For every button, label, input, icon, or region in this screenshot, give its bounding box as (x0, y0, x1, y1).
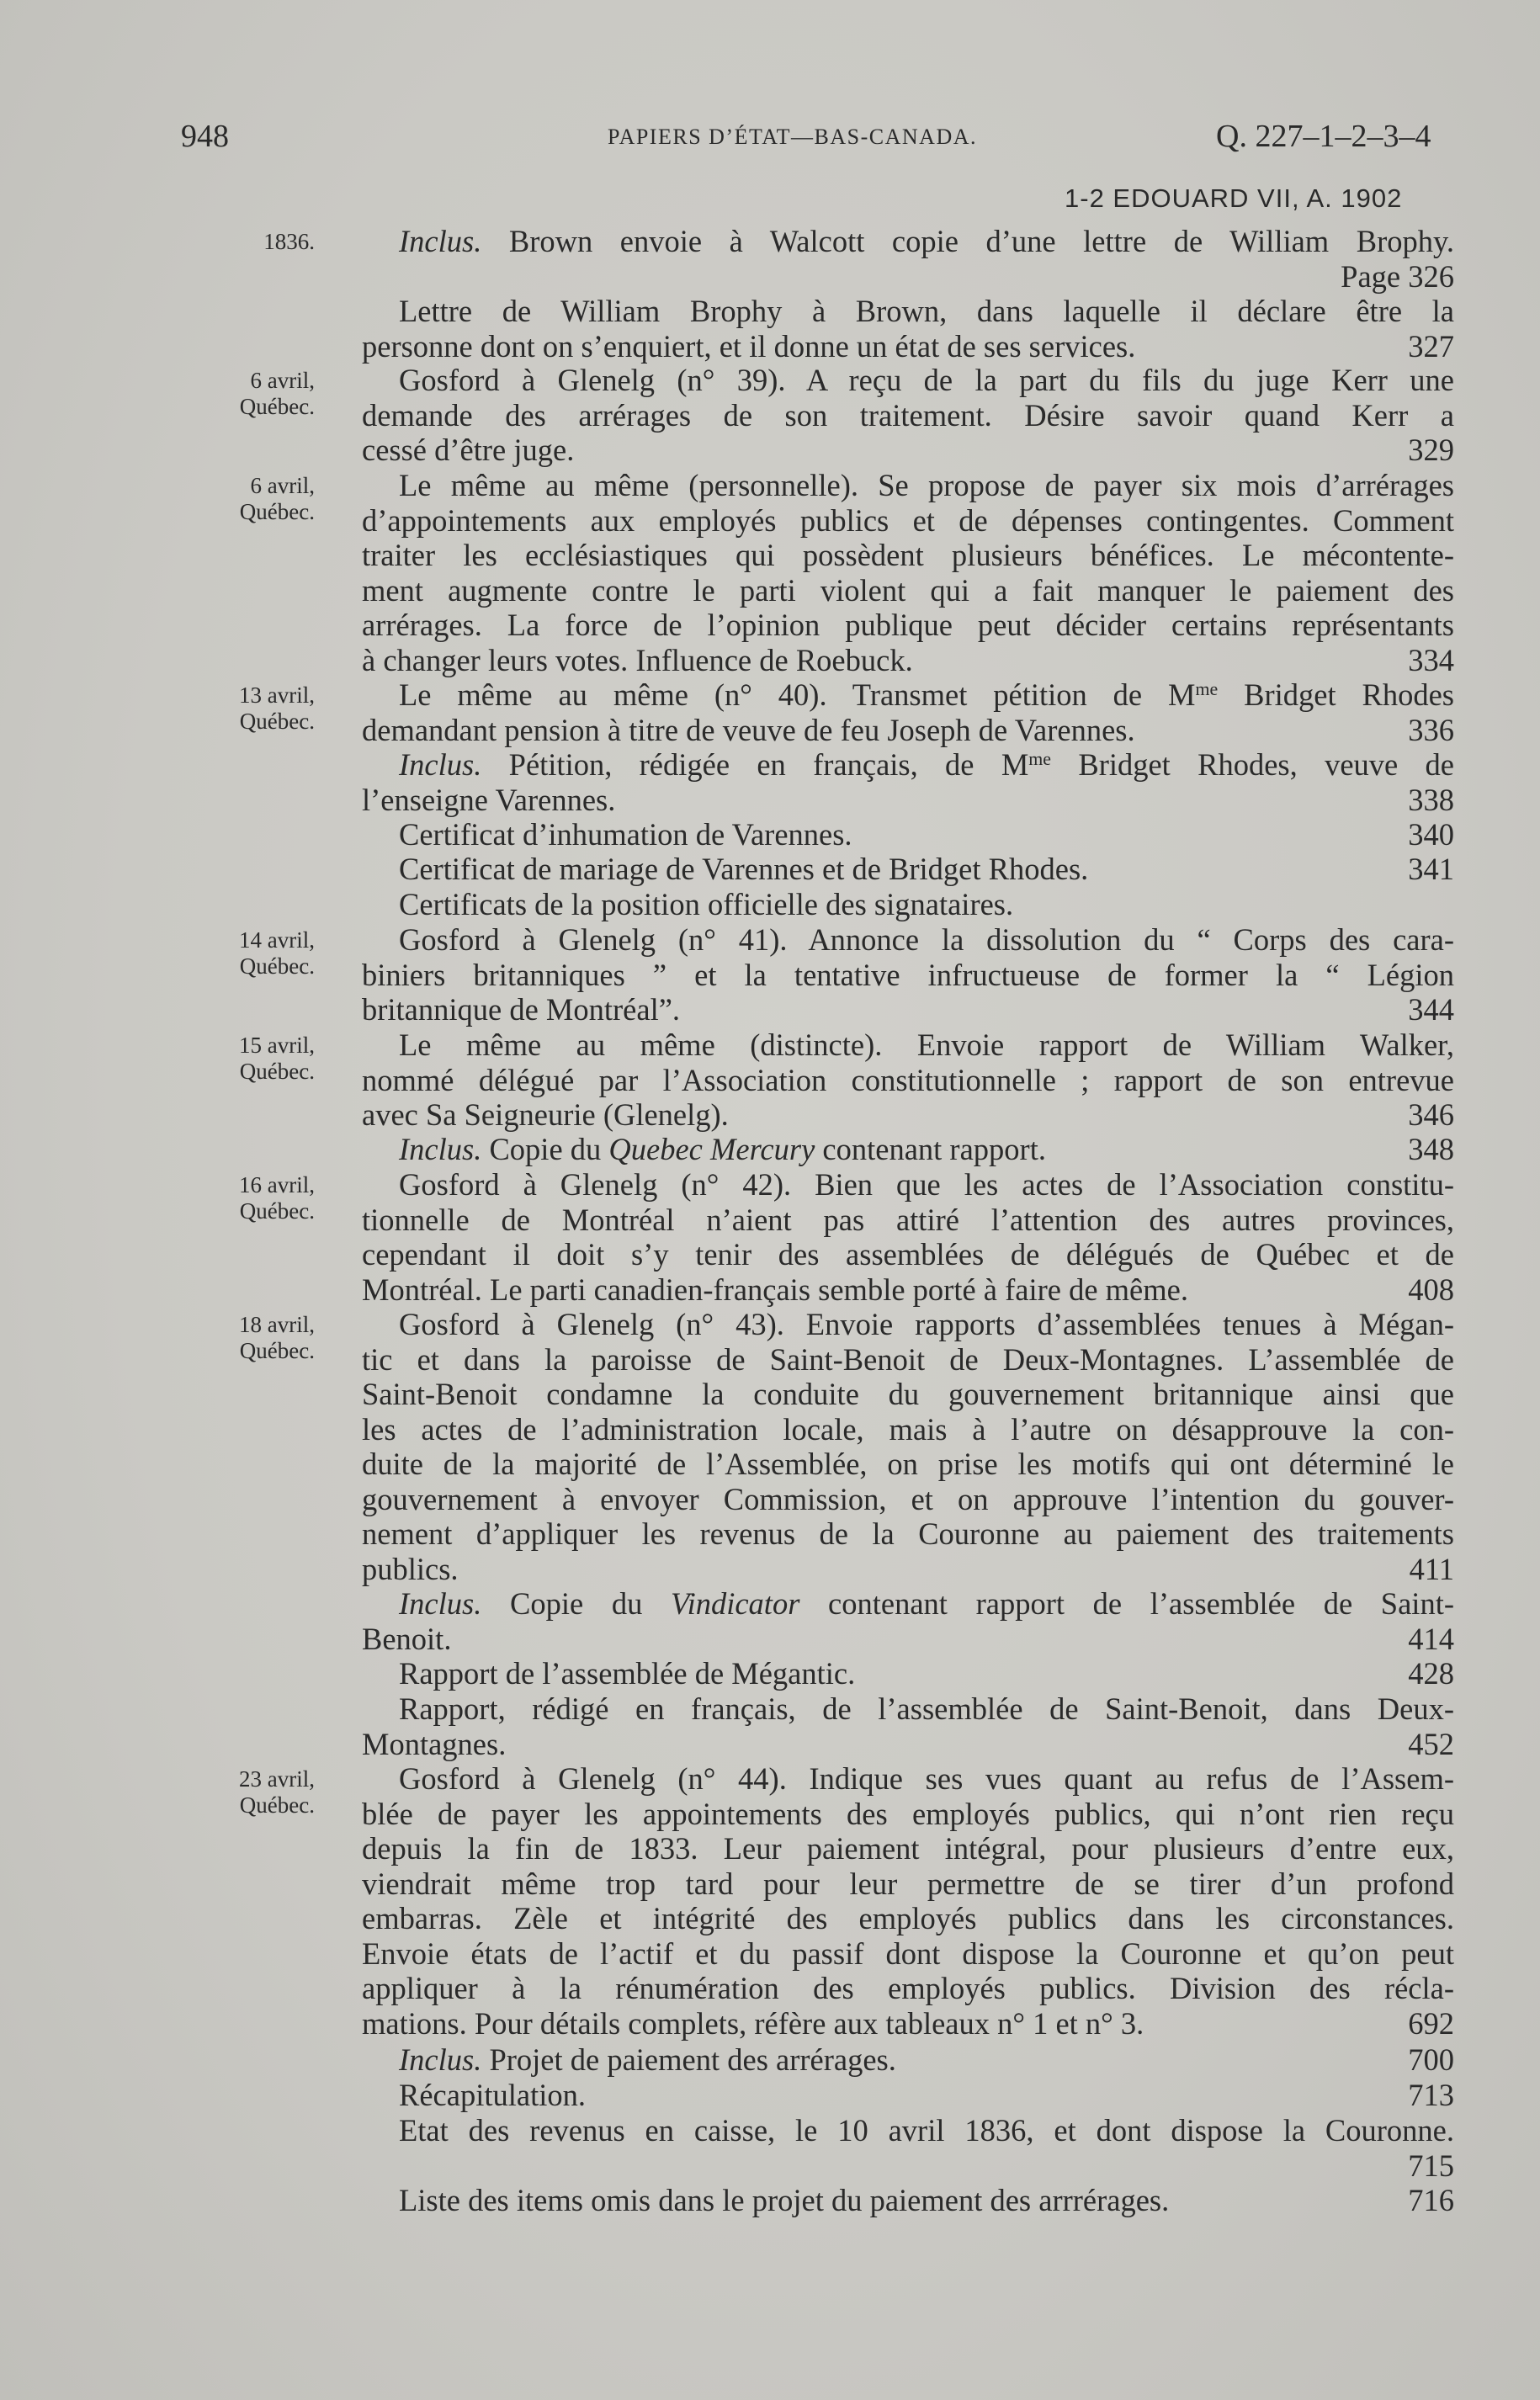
page-reference: 408 (1408, 1272, 1454, 1307)
entry-line: Certificats de la position officielle des signataires. (399, 887, 1014, 921)
entry-line: Saint-Benoit condamne la conduite du gouvernement britannique ainsi que (362, 1377, 1454, 1411)
page-reference: 428 (1408, 1656, 1454, 1691)
entry-line: embarras. Zèle et intégrité des employés publics dans les circonstances. (362, 1901, 1454, 1935)
page-reference: 692 (1408, 2005, 1454, 2041)
entry-line: Envoie états de l’actif et du passif dont dispose la Couronne et qu’on peut (362, 1935, 1454, 1971)
page-reference: 452 (1408, 1726, 1454, 1761)
entry-line: tionnelle de Montréal n’aient pas attiré l’attention des autres provinces, (362, 1202, 1454, 1237)
page-reference: 334 (1408, 642, 1454, 677)
entry-line: Inclus. Copie du Vindicator contenant rapport de l’assemblée de Saint- (399, 1586, 1454, 1621)
entry-line: Etat des revenus en caisse, le 10 avril 1836, et dont dispose la Couronne. (399, 2113, 1454, 2148)
entry-line: Certificat de mariage de Varennes et de Bridget Rhodes. 341 (399, 852, 1454, 886)
entry-line (362, 329, 1454, 364)
entry-line: biniers britanniques ” et la tentative infructueuse de former la “ Légion (362, 957, 1454, 992)
session-label: 1-2 EDOUARD VII, A. 1902 (1065, 183, 1403, 213)
page-reference: Page 326 (1341, 258, 1454, 294)
entry-line: Montagnes. 452 (362, 1726, 1454, 1761)
entry-date: 14 avril, Québec. (239, 927, 315, 979)
entry-line: Gosford à Glenelg (n° 44). Indique ses vues quant au refus de l’Assem- (399, 1761, 1454, 1796)
entry-line: publics. 411 (362, 1551, 1454, 1586)
entry-line: traiter les ecclésiastiques qui possèdent plusieurs bénéfices. Le mécontente- (362, 538, 1454, 572)
entry-date: 6 avril, Québec. (239, 368, 315, 419)
page-reference: 716 (1408, 2183, 1454, 2217)
page-reference: 700 (1408, 2042, 1454, 2077)
entry-line: demande des arrérages de son traitement. Désire savoir quand Kerr a (362, 397, 1454, 433)
page-reference: 327 (1408, 328, 1454, 364)
entry-line: nommé délégué par l’Association constitutionnelle ; rapport de son entrevue (362, 1062, 1454, 1097)
entry-line (362, 2148, 1454, 2184)
entry-line: d’appointements aux employés publics et de dépenses contingentes. Comment (362, 502, 1454, 538)
entry-line: Lettre de William Brophy à Brown, dans laquelle il déclare être la (399, 294, 1454, 328)
entry-line: l’enseigne Varennes. 338 (362, 782, 1454, 817)
entry-line: Inclus. Copie du Quebec Mercury contenant rapport. 348 (399, 1132, 1454, 1166)
page-reference: 336 (1408, 712, 1454, 747)
entry-line: Le même au même (personnelle). Se propose de payer six mois d’arrérages (399, 468, 1454, 502)
entry-line: cependant il doit s’y tenir des assemblées de délégués de Québec et de (362, 1237, 1454, 1272)
page-reference: 411 (1409, 1551, 1454, 1586)
year-label: 1836. (263, 229, 315, 254)
entry-line: Rapport de l’assemblée de Mégantic. 428 (399, 1656, 1454, 1691)
entry-line: blée de payer les appointements des employés publics, qui n’ont rien reçu (362, 1796, 1454, 1831)
entry-line: nement d’appliquer les revenus de la Couronne au paiement des traitements (362, 1516, 1454, 1551)
archive-reference: Q. 227–1–2–3–4 (1216, 119, 1431, 154)
entry-line: à changer leurs votes. Influence de Roebuck. 334 (362, 642, 1454, 677)
page-reference: 329 (1408, 433, 1454, 467)
entry-line: Certificat d’inhumation de Varennes. 340 (399, 817, 1454, 852)
entry-line: Inclus. Pétition, rédigée en français, de $M^{me}$ Bridget Rhodes, veuve de (399, 747, 1454, 782)
page-reference: 341 (1408, 852, 1454, 886)
page-reference: 715 (1408, 2148, 1454, 2183)
page-reference: 338 (1408, 782, 1454, 817)
entry-line: arrérages. La force de l’opinion publique peut décider certains représentants (362, 608, 1454, 642)
entry-date: 23 avril, Québec. (239, 1766, 315, 1818)
entry-line: Benoit. 414 (362, 1621, 1454, 1656)
page-reference: 713 (1408, 2078, 1454, 2112)
entry-line: Le même au même (n° 40). Transmet pétition de $M^{me}$ Bridget Rhodes (399, 677, 1455, 712)
entry-line: Gosford à Glenelg (n° 42). Bien que les actes de l’Association constitu- (399, 1167, 1454, 1202)
entry-line: depuis la fin de 1833. Leur paiement intégral, pour plusieurs d’entre eux, (362, 1831, 1454, 1866)
entry-line: Rapport, rédigé en français, de l’assemblée de Saint-Benoit, dans Deux- (399, 1691, 1454, 1726)
entry-line: tic et dans la paroisse de Saint-Benoit de Deux-Montagnes. L’assemblée de (362, 1341, 1454, 1377)
entry-line: viendrait même trop tard pour leur permettre de se tirer d’un profond (362, 1866, 1454, 1901)
entry-line: Inclus. Projet de paiement des arrérages. 700 (399, 2042, 1454, 2077)
entry-line: gouvernement à envoyer Commission, et on approuve l’intention du gouver- (362, 1481, 1454, 1516)
entry-line: avec Sa Seigneurie (Glenelg). 346 (362, 1097, 1454, 1132)
page-number: 948 (181, 119, 229, 154)
page-reference: 414 (1408, 1621, 1454, 1656)
inclus-label: Inclus. (399, 224, 482, 258)
entry-line: britannique de Montréal”. 344 (362, 992, 1454, 1027)
entry-line: appliquer à la rénumération des employés publics. Division des récla- (362, 1971, 1454, 2005)
entry-line: Montréal. Le parti canadien-français semble porté à faire de même. 408 (362, 1272, 1454, 1307)
page-reference: 348 (1408, 1132, 1454, 1166)
entry-line: Gosford à Glenelg (n° 39). A reçu de la part du fils du juge Kerr une (399, 363, 1454, 397)
entry-line: Gosford à Glenelg (n° 41). Annonce la dissolution du “ Corps des cara- (399, 922, 1454, 957)
entry-text: Brown envoie à Walcott copie d’une lettre de William Brophy. (508, 224, 1455, 258)
entry-line (362, 224, 1454, 259)
entry-date: 6 avril, Québec. (239, 473, 315, 524)
page-reference: 340 (1408, 817, 1454, 852)
entry-date: 13 avril, Québec. (239, 682, 315, 734)
entry-line: ment augmente contre le parti violent qui a fait manquer le paiement des (362, 572, 1454, 608)
running-title: PAPIERS D’ÉTAT—BAS-CANADA. (608, 125, 978, 149)
entry-line: les actes de l’administration locale, mais à l’autre on désapprouve la con- (362, 1411, 1454, 1447)
entry-line: Liste des items omis dans le projet du paiement des arrrérages. 716 (399, 2183, 1454, 2217)
entry-line: Le même au même (distincte). Envoie rapport de William Walker, (399, 1027, 1454, 1062)
page-reference: 346 (1408, 1097, 1454, 1132)
entry-date: 16 avril, Québec. (239, 1172, 315, 1224)
entry-line (362, 259, 1454, 295)
entry-line: mations. Pour détails complets, réfère aux tableaux n° 1 et n° 3. 692 (362, 2005, 1454, 2041)
entry-line: cessé d’être juge. 329 (362, 433, 1454, 467)
entry-line: Gosford à Glenelg (n° 43). Envoie rapports d’assemblées tenues à Mégan- (399, 1307, 1454, 1341)
page-header (0, 118, 1540, 160)
entry-text: personne dont on s’enquiert, et il donne un état de ses services. (362, 328, 1136, 364)
entry-line: demandant pension à titre de veuve de feu Joseph de Varennes. 336 (362, 712, 1454, 747)
entry-line: duite de la majorité de l’Assemblée, on prise les motifs qui ont déterminé le (362, 1447, 1454, 1481)
page-reference: 344 (1408, 992, 1454, 1027)
entry-date: 18 avril, Québec. (239, 1312, 315, 1363)
entry-date: 15 avril, Québec. (239, 1033, 315, 1084)
entry-line: Récapitulation. 713 (399, 2078, 1454, 2112)
